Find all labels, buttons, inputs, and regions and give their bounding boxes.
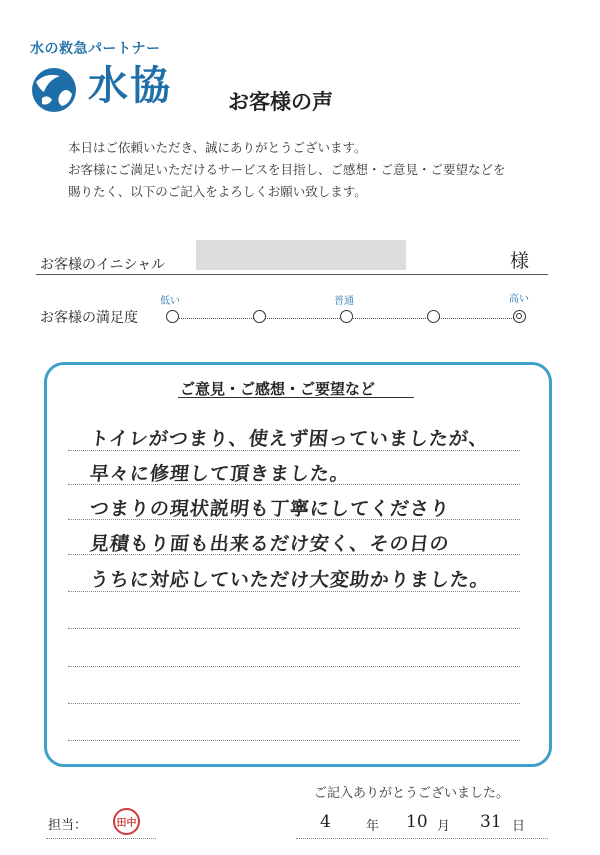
date-underline [296,838,548,839]
date-month-unit: 月 [437,819,451,834]
satisfaction-high-label: 高い [509,294,529,305]
form-title: お客様の声 [228,90,333,114]
date-year-unit: 年 [366,819,380,834]
writing-rule [68,628,520,629]
water-drop-logo-icon [26,64,86,116]
satisfaction-label: お客様の満足度 [40,310,138,326]
intro-line: お客様にご満足いただけるサービスを目指し、ご感想・ご意見・ご要望などを [68,162,506,177]
staff-stamp-icon: 田中 [113,808,140,835]
handwritten-line: うちに対応していただけ大変助かりました。 [88,569,492,591]
satisfaction-low-label: 低い [160,296,180,307]
initial-redaction-box[interactable] [196,240,406,270]
date-day-unit: 日 [512,819,526,834]
thanks-text: ご記入ありがとうございました。 [314,786,510,801]
satisfaction-option-3[interactable] [340,310,353,323]
date-month: 10 [406,812,428,832]
brand-tagline: 水の救急パートナー [30,41,161,57]
initial-label: お客様のイニシャル [40,257,166,273]
satisfaction-option-5[interactable] [513,310,526,323]
handwritten-line: トイレがつまり、使えず困っていましたが、 [88,428,491,450]
honorific-label: 様 [510,250,530,272]
brand-name: 水協 [88,63,172,109]
date-year: 4 [320,812,331,832]
comment-title: ご意見・ご感想・ご要望など [180,380,376,398]
intro-line: 賜りたく、以下のご記入をよろしくお願い致します。 [68,184,367,199]
satisfaction-mid-label: 普通 [334,296,354,307]
staff-underline [46,838,156,839]
handwritten-line: つまりの現状説明も丁寧にしてくださり [88,498,452,520]
handwritten-line: 見積もり面も出来るだけ安く、その日の [88,533,451,555]
intro-line: 本日はご依頼いただき、誠にありがとうございます。 [68,140,367,155]
handwritten-line: 早々に修理して頂きました。 [88,463,352,485]
satisfaction-option-2[interactable] [253,310,266,323]
staff-label: 担当： [48,818,88,833]
writing-rule [68,666,520,667]
writing-rule [68,740,520,741]
date-day: 31 [480,812,502,832]
writing-rule [68,703,520,704]
satisfaction-option-1[interactable] [166,310,179,323]
comment-title-underline [178,397,414,398]
initial-underline [36,274,548,275]
intro-text [68,137,568,203]
satisfaction-option-4[interactable] [427,310,440,323]
